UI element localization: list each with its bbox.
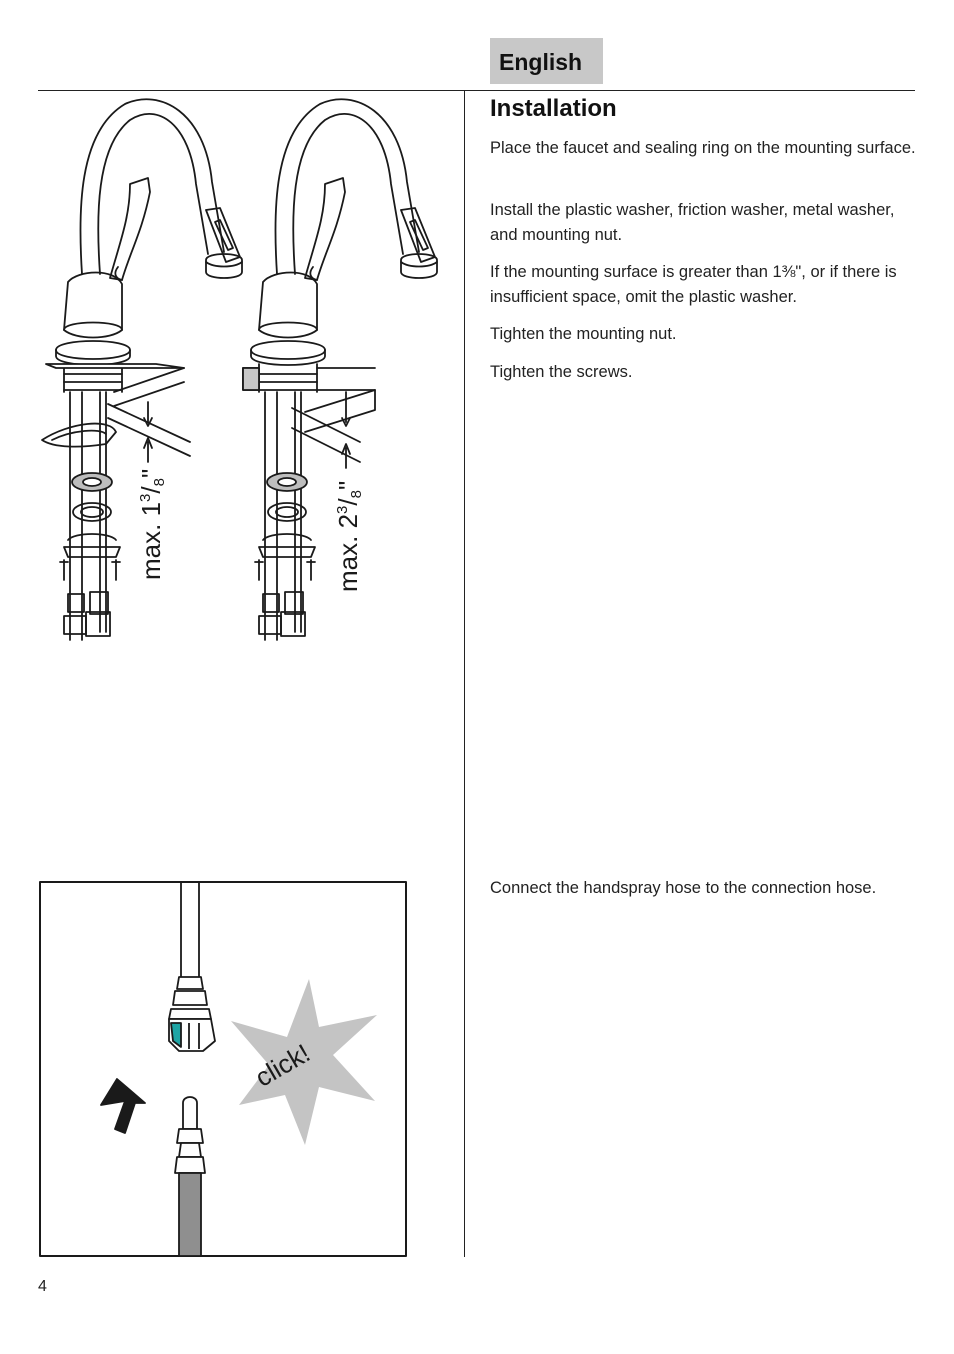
dimension-label-right: max. $2^3/8$" — [333, 480, 365, 592]
hose-connection-illustration — [39, 881, 407, 1257]
illustration-frame — [40, 882, 406, 1256]
dimension-marker-right-icon — [292, 392, 360, 468]
header-divider — [38, 90, 915, 91]
language-tab: English — [490, 38, 603, 84]
step-text-connect: Connect the handspray hose to the connection hose. — [490, 879, 877, 897]
step-text-1: Place the faucet and sealing ring on the mounting surface. — [490, 139, 916, 157]
section-title: Installation — [490, 95, 617, 122]
column-divider — [464, 91, 465, 1257]
step-text-4: Tighten the mounting nut. — [490, 325, 677, 343]
step-text-3: If the mounting surface is greater than 1⅜", or if there is insufficient space, omit the plastic washer. — [490, 263, 897, 306]
dimension-marker-left-icon — [108, 402, 190, 462]
page-number: 4 — [38, 1278, 47, 1295]
dimension-label-left: max. $1^3/8$" — [136, 468, 168, 580]
step-text-2: Install the plastic washer, friction washer, metal washer, and mounting nut. — [490, 201, 895, 244]
step-text-5: Tighten the screws. — [490, 363, 633, 381]
click-label: click! — [249, 1037, 316, 1093]
faucet-installation-illustration — [30, 92, 450, 652]
